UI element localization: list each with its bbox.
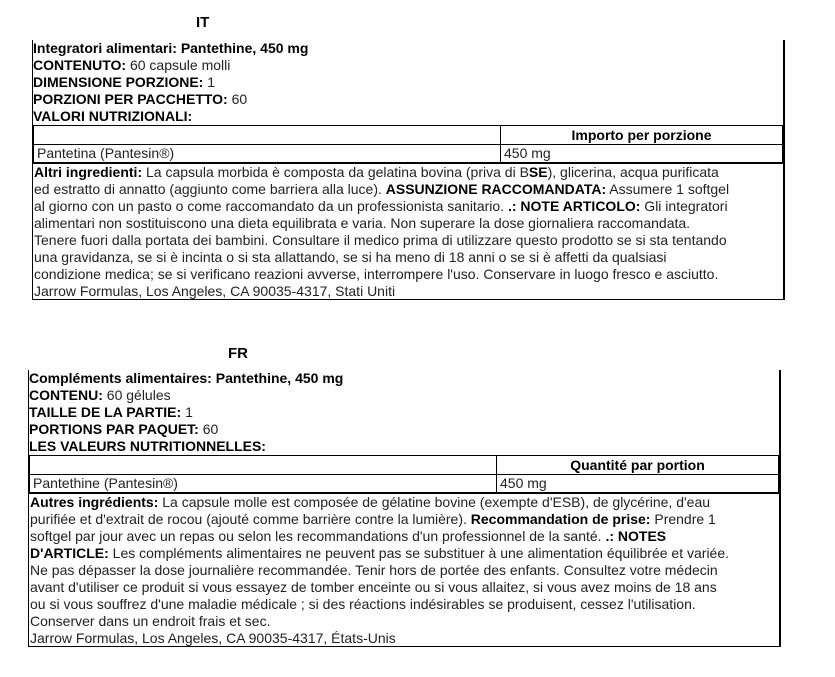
text: ed estratto di annatto (aggiunto come barriera alla luce). bbox=[34, 181, 386, 197]
text-line bbox=[34, 181, 782, 198]
text-line bbox=[30, 562, 778, 579]
nutrition-label-fr bbox=[29, 438, 779, 455]
per-pack-fr bbox=[29, 421, 779, 438]
heading-value: Pantethine, 450 mg bbox=[180, 40, 309, 56]
nutrition-label: LES VALEURS NUTRITIONNELLES: bbox=[29, 438, 266, 454]
text: Jarrow Formulas, Los Angeles, CA 90035-4317, Stati Uniti bbox=[34, 283, 396, 299]
text: Conserver dans un endroit frais et sec. bbox=[30, 613, 271, 629]
nutrition-table-fr bbox=[29, 455, 779, 493]
text-line bbox=[34, 198, 782, 215]
text-line bbox=[30, 511, 778, 528]
lang-title-it: IT bbox=[196, 14, 210, 31]
serving-value: 1 bbox=[185, 404, 193, 420]
text-line bbox=[34, 249, 782, 266]
bold-label: .: NOTES bbox=[605, 528, 667, 544]
table-blank-cell bbox=[34, 126, 501, 145]
lang-title-fr: FR bbox=[228, 345, 248, 362]
text: ), glicerina, acqua purificata bbox=[547, 164, 719, 180]
text-line bbox=[30, 494, 778, 511]
nutrition-label: VALORI NUTRIZIONALI: bbox=[33, 108, 193, 124]
text-line bbox=[30, 613, 778, 630]
other-ingredients-it bbox=[33, 163, 783, 300]
table-row bbox=[34, 145, 783, 163]
text: Ne pas dépasser la dose journalière recommandée. Tenir hors de portée des enfants. Consultez votre médecin bbox=[30, 562, 718, 578]
bold-label: Autres ingrédients: bbox=[30, 494, 159, 510]
text-line bbox=[34, 266, 782, 283]
text: ou si vous souffrez d'une maladie médicale ; si des réactions indésirables se produisent, cessez l'utilisation. bbox=[30, 596, 696, 612]
per-pack-label: PORTIONS PAR PAQUET: bbox=[29, 421, 199, 437]
contents-label: CONTENUTO: bbox=[33, 57, 127, 73]
text: alimentari non sostituiscono una dieta equilibrata e varia. Non superare la dose giornaliera raccomandata. bbox=[34, 215, 691, 231]
manufacturer-address bbox=[34, 283, 782, 300]
text-line bbox=[34, 232, 782, 249]
table-header: Importo per porzione bbox=[501, 126, 783, 145]
heading-fr bbox=[29, 370, 779, 387]
text-line bbox=[34, 164, 782, 181]
per-pack-value: 60 bbox=[202, 421, 219, 437]
text: Les compléments alimentaires ne peuvent pas se substituer à une alimentation équilibrée et variée. bbox=[108, 545, 730, 561]
text-line bbox=[30, 528, 778, 545]
panel-it bbox=[32, 40, 785, 300]
other-ingredients-fr bbox=[29, 493, 779, 647]
bold-label: .: NOTE ARTICOLO: bbox=[507, 198, 641, 214]
text: una gravidanza, se si è incinta o si sta allattando, se si ha meno di 18 anni o se si è affetti da qualsiasi bbox=[34, 249, 667, 265]
bold-label: Recommandation de prise: bbox=[470, 511, 651, 527]
bold-label: Altri ingredienti: bbox=[34, 164, 143, 180]
text-line bbox=[30, 596, 778, 613]
table-row-value: 450 mg bbox=[497, 475, 779, 493]
text: condizione medica; se si verificano reazioni avverse, interrompere l'uso. Conservare in luogo fresco e asciutto. bbox=[34, 266, 719, 282]
table-row-name: Pantethine (Pantesin®) bbox=[30, 475, 497, 493]
nutrition-label-it bbox=[33, 108, 783, 125]
serving-fr bbox=[29, 404, 779, 421]
serving-value: 1 bbox=[207, 74, 216, 90]
text: softgel par jour avec un repas ou selon les recommandations d'un professionnel de la santé. bbox=[30, 528, 606, 544]
text: Jarrow Formulas, Los Angeles, CA 90035-4317, États-Unis bbox=[30, 630, 396, 646]
contents-it bbox=[33, 57, 783, 74]
contents-label: CONTENU: bbox=[29, 387, 103, 403]
heading-it bbox=[33, 40, 783, 57]
text-line bbox=[30, 545, 778, 562]
text: La capsule molle est composée de gélatine bovine (exempte d'ESB), de glycérine, d'eau bbox=[158, 494, 711, 510]
per-pack-it bbox=[33, 91, 783, 108]
bold-label: ASSUNZIONE RACCOMANDATA: bbox=[385, 181, 607, 197]
serving-it bbox=[33, 74, 783, 91]
text-line bbox=[34, 215, 782, 232]
contents-value: 60 gélules bbox=[106, 387, 171, 403]
contents-fr bbox=[29, 387, 779, 404]
heading-value: Pantethine, 450 mg bbox=[215, 370, 344, 386]
nutrition-table-it bbox=[33, 125, 783, 163]
contents-value: 60 capsule molli bbox=[129, 57, 231, 73]
text: al giorno con un pasto o come raccomandato da un professionista sanitario. bbox=[34, 198, 508, 214]
panel-fr bbox=[28, 370, 781, 647]
text: Assumere 1 softgel bbox=[606, 181, 730, 197]
text: Gli integratori bbox=[640, 198, 728, 214]
table-blank-cell bbox=[30, 456, 497, 475]
text-line bbox=[30, 579, 778, 596]
bold-label: D'ARTICLE: bbox=[30, 545, 109, 561]
table-header: Quantité par portion bbox=[497, 456, 779, 475]
text: Prendre 1 bbox=[650, 511, 716, 527]
text: avant d'utiliser ce produit si vous essayez de tomber enceinte ou si vous allaitez, si vous avez moins de 18 ans bbox=[30, 579, 717, 595]
manufacturer-address bbox=[30, 630, 778, 647]
table-header-row bbox=[30, 456, 779, 475]
per-pack-label: PORZIONI PER PACCHETTO: bbox=[33, 91, 228, 107]
heading-label: Compléments alimentaires: bbox=[29, 370, 212, 386]
table-row-value: 450 mg bbox=[501, 145, 783, 163]
heading-label: Integratori alimentari: bbox=[33, 40, 177, 56]
per-pack-value: 60 bbox=[231, 91, 248, 107]
text: purifiée et d'extrait de rocou (ajouté comme barrière contre la lumière). bbox=[30, 511, 471, 527]
text: La capsula morbida è composta da gelatina bovina (priva di B bbox=[142, 164, 529, 180]
table-row bbox=[30, 475, 779, 493]
bold-label: SE bbox=[528, 164, 548, 180]
serving-label: DIMENSIONE PORZIONE: bbox=[33, 74, 204, 90]
text: Tenere fuori dalla portata dei bambini. Consultare il medico prima di utilizzare questo prodotto se si sta tentando bbox=[34, 232, 727, 248]
serving-label: TAILLE DE LA PARTIE: bbox=[29, 404, 182, 420]
table-row-name: Pantetina (Pantesin®) bbox=[34, 145, 501, 163]
table-header-row bbox=[34, 126, 783, 145]
